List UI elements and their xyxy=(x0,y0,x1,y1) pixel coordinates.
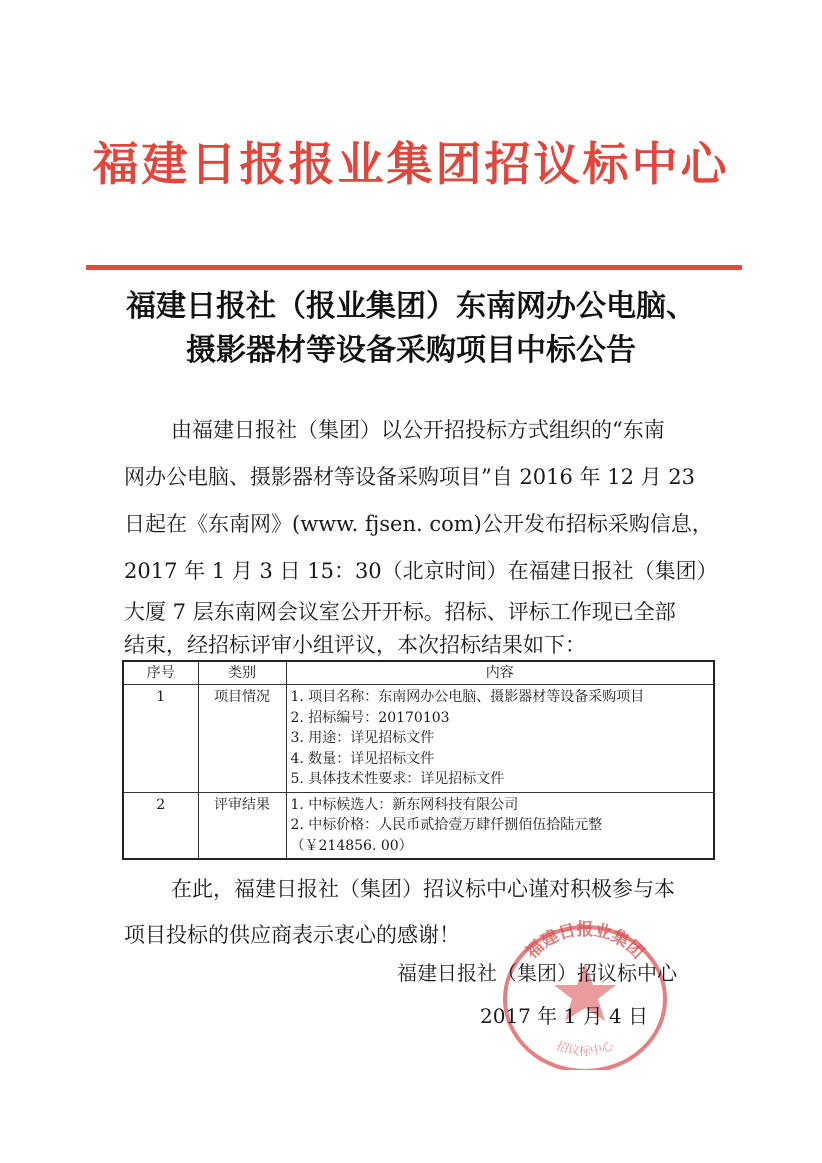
table-row xyxy=(123,685,714,793)
notice-title-line-2: 摄影器材等设备采购项目中标公告 xyxy=(186,333,636,368)
content-item: 3. 用途：详见招标文件 xyxy=(290,730,435,746)
body-line: 大厦 7 层东南网会议室公开开标。招标、评标工作现已全部 xyxy=(124,600,676,624)
row-content xyxy=(286,792,714,859)
table-row xyxy=(123,792,714,859)
body-line: 网办公电脑、摄影器材等设备采购项目”自 2016 年 12 月 23 xyxy=(124,465,695,489)
row-category: 项目情况 xyxy=(198,685,286,793)
body-line: 2017 年 1 月 3 日 15：30（北京时间）在福建日报社（集团） xyxy=(124,559,718,583)
content-item: 1. 项目名称：东南网办公电脑、摄影器材等设备采购项目 xyxy=(290,689,645,705)
content-item: 2. 中标价格：人民币贰拾壹万肆仟捌佰伍拾陆元整 xyxy=(290,817,603,833)
body-line: 日起在《东南网》(www. fjsen. com)公开发布招标采购信息， xyxy=(124,512,713,536)
body-line: 结束，经招标评审小组评议，本次招标结果如下： xyxy=(124,633,586,657)
svg-text:招议标中心: 招议标中心 xyxy=(554,1038,616,1059)
results-table xyxy=(122,660,715,860)
notice-title-line-1: 福建日报社（报业集团）东南网办公电脑、 xyxy=(126,289,696,324)
content-item: 5. 具体技术性要求：详见招标文件 xyxy=(290,771,505,787)
signature-date: 2017 年 1 月 4 日 xyxy=(480,1004,649,1028)
content-item: （￥214856. 00） xyxy=(290,837,413,854)
content-item: 1. 中标候选人：新东网科技有限公司 xyxy=(290,796,519,813)
header-category: 类别 xyxy=(198,661,286,685)
header-content: 内容 xyxy=(286,661,714,685)
row-content xyxy=(286,685,714,793)
table-header-row xyxy=(123,661,714,685)
closing-line: 项目投标的供应商表示衷心的感谢！ xyxy=(124,923,460,947)
body-line: 由福建日报社（集团）以公开招投标方式组织的“东南 xyxy=(171,418,665,442)
letterhead-divider xyxy=(86,265,742,270)
header-number: 序号 xyxy=(123,661,198,685)
content-item: 2. 招标编号：20170103 xyxy=(290,709,450,726)
signature-organization: 福建日报社（集团）招议标中心 xyxy=(397,961,677,985)
row-number: 1 xyxy=(123,685,198,793)
letterhead-title: 福建日报报业集团招议标中心 xyxy=(92,137,730,191)
row-category: 评审结果 xyxy=(198,792,286,859)
content-item: 4. 数量：详见招标文件 xyxy=(290,750,435,767)
svg-text:福建日报业集团: 福建日报业集团 xyxy=(522,920,648,963)
official-seal-stamp xyxy=(497,915,672,1070)
row-number: 2 xyxy=(123,792,198,859)
closing-line: 在此，福建日报社（集团）招议标中心谨对积极参与本 xyxy=(171,877,675,901)
